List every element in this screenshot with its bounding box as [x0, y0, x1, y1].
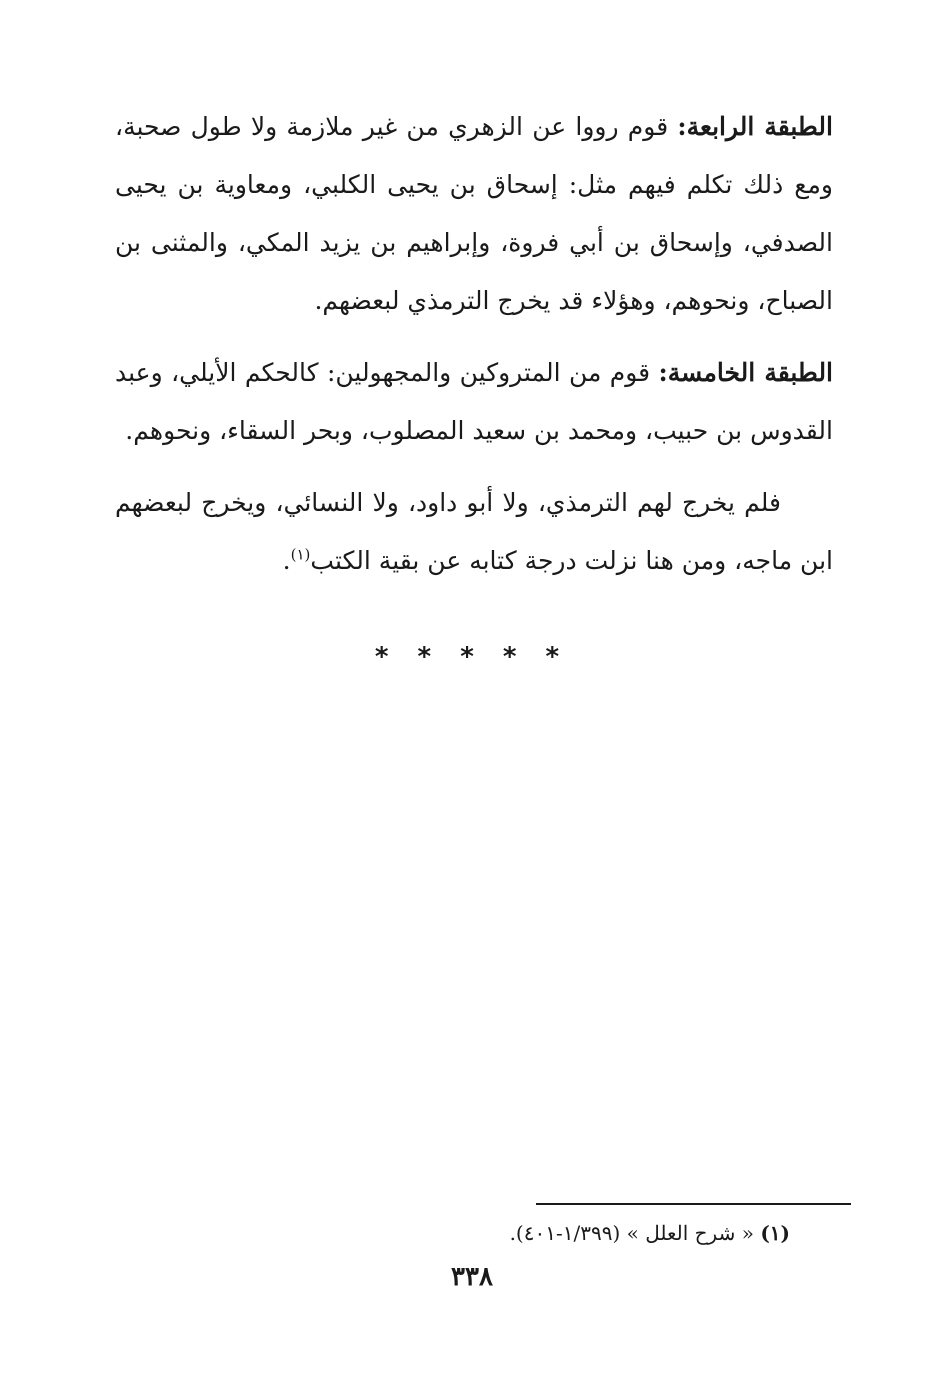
heading-fifth-tier: الطبقة الخامسة:	[658, 358, 834, 387]
paragraph-text: قوم من المتروكين والمجهولين: كالحكم الأيلي، وعبد القدوس بن حبيب، ومحمد بن سعيد المصلوب، وبحر السقاء، ونحوهم.	[115, 358, 833, 445]
main-text	[115, 98, 833, 604]
footnote	[300, 1218, 790, 1248]
paragraph-fifth-tier	[115, 344, 833, 460]
heading-fourth-tier: الطبقة الرابعة:	[677, 112, 833, 141]
footnote-text: « شرح العلل » (١/٣٩٩-٤٠١).	[509, 1221, 761, 1245]
footnote-number: (١)	[760, 1221, 790, 1245]
section-separator: * * * * *	[374, 642, 570, 672]
footnote-divider	[536, 1203, 851, 1205]
paragraph-end: .	[282, 546, 291, 575]
paragraph-fourth-tier	[115, 98, 833, 330]
paragraph-text: قوم رووا عن الزهري من غير ملازمة ولا طول صحبة، ومع ذلك تكلم فيهم مثل: إسحاق بن يحيى الكلبي، ومعاوية بن يحيى الصدفي، وإسحاق بن أبي فروة، وإبراهيم بن يزيد المكي، والمثنى بن الصباح، ونحوهم، وهؤلاء قد يخرج الترمذي لبعضهم.	[115, 112, 833, 315]
page-number: ٣٣٨	[451, 1262, 493, 1292]
paragraph-conclusion	[115, 474, 833, 590]
paragraph-text: فلم يخرج لهم الترمذي، ولا أبو داود، ولا النسائي، ويخرج لبعضهم ابن ماجه، ومن هنا نزلت درجة كتابه عن بقية الكتب	[115, 488, 833, 575]
footnote-reference[interactable]: (١)	[290, 545, 311, 564]
